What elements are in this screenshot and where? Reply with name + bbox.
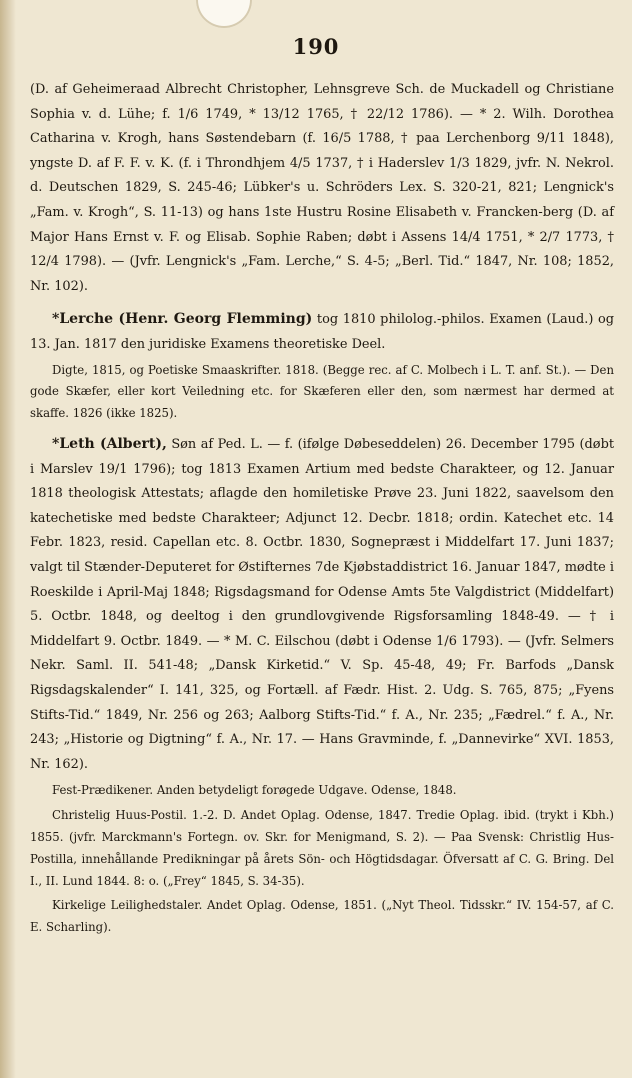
entry-lerche-text: tog 1810 philolog.-philos. Examen (Laud.) og 13. Jan. 1817 den juridiske Examens theoretiske Deel. <box>30 312 615 352</box>
entry-leth <box>30 432 614 777</box>
page-number: 190 <box>292 34 340 59</box>
book-spine-shadow <box>0 0 16 1078</box>
entry-lerche <box>30 307 614 357</box>
punch-hole <box>196 0 252 28</box>
paragraph-continued: (D. af Geheimeraad Albrecht Christopher, Lehnsgreve Sch. de Muckadell og Christiane Sophia v. d. Lühe; f. 1/6 1749, * 13/12 1765, † 22/12 1786). — * 2. Wilh. Dorothea Catharina v. Krogh, hans Søstendebarn (f. 16/5 1788, † paa Lerchenborg 9/11 1848), yngste D. af F. F. v. K. (f. i Throndhjem 4/5 1737, † i Haderslev 1/3 1829, jvfr. N. Nekrol. d. Deutschen 1829, S. 245-46; Lübker's u. Schröders Lex. S. 320-21, 821; Lengnick's „Fam. v. Krogh“, S. 11-13) og hans 1ste Hustru Rosine Elisabeth v. Francken-berg (D. af Major Hans Ernst v. F. og Elisab. Sophie Raben; døbt i Assens 14/4 1751, * 2/7 1773, † 12/4 1798). — (Jvfr. Lengnick's „Fam. Lerche,“ S. 4-5; „Berl. Tid.“ 1847, Nr. 108; 1852, Nr. 102). <box>30 82 614 294</box>
work-fest-praedikener: Fest-Prædikener. Anden betydeligt forøgede Udgave. Odense, 1848. <box>52 783 457 798</box>
work-huus-postil: Christelig Huus-Postil. 1.-2. D. Andet Oplag. Odense, 1847. Tredie Oplag. ibid. (trykt i Kbh.) 1855. (jvfr. Marckmann's Fortegn. ov. Skr. for Menigmand, S. 2). — Paa Svensk: Christlig Hus-Postilla, innehållande Predikningar på årets Sön- och Högtidsdagar. Öfversatt af C. G. Bring. Del I., II. Lund 1844. 8: o. („Frey“ 1845, S. 34-35). <box>30 808 614 888</box>
page-body <box>30 78 614 939</box>
entry-leth-text: Søn af Ped. L. — f. (ifølge Døbeseddelen) 26. December 1795 (døbt i Marslev 19/1 1796); tog 1813 Examen Artium med bedste Charakteer, og 12. Januar 1818 theologisk Attestats; aflagde den homiletiske Prøve 23. Juni 1822, saavelsom den katechetiske med bedste Charakteer; Adjunct 12. Decbr. 1818; ordin. Katechet etc. 14 Febr. 1823, resid. Capellan etc. 8. Octbr. 1830, Sognepræst i Middelfart 17. Juni 1837; valgt til Stænder-Deputeret for Østifternes 7de Kjøbstaddistrict 16. Januar 1847, mødte i Roeskilde i April-Maj 1848; Rigsdagsmand for Odense Amts 5te Valgdistrict (Middelfart) 5. Octbr. 1848, og deeltog i den grundlovgivende Rigsforsamling 1848-49. — † i Middelfart 9. Octbr. 1849. — * M. C. Eilschou (døbt i Odense 1/6 1793). — (Jvfr. Selmers Nekr. Saml. II. 541-48; „Dansk Kirketid.“ V. Sp. 45-48, 49; Fr. Barfods „Dansk Rigsdagskalender“ I. 141, 325, og Fortæll. af Fædr. Hist. 2. Udg. S. 765, 875; „Fyens Stifts-Tid.“ 1849, Nr. 256 og 263; Aalborg Stifts-Tid.“ f. A., Nr. 235; „Fædrel.“ f. A., Nr. 243; „Historie og Digtning“ f. A., Nr. 17. — Hans Gravminde, f. „Dannevirke“ XVI. 1853, Nr. 162). <box>30 437 615 772</box>
lerche-works: Digte, 1815, og Poetiske Smaaskrifter. 1818. (Begge rec. af C. Molbech i L. T. anf. St.). — Den gode Skæfer, eller kort Veiledning etc. for Skæferen eller den, som nærmest har dermed at skaffe. 1826 (ikke 1825). <box>30 362 614 420</box>
headword-leth: *Leth (Albert), <box>52 436 167 453</box>
work-leilighedstaler: Kirkelige Leilighedstaler. Andet Oplag. Odense, 1851. („Nyt Theol. Tidsskr.“ IV. 154-57, af C. E. Scharling). <box>30 898 614 935</box>
headword-lerche: *Lerche (Henr. Georg Flemming) <box>52 311 313 328</box>
